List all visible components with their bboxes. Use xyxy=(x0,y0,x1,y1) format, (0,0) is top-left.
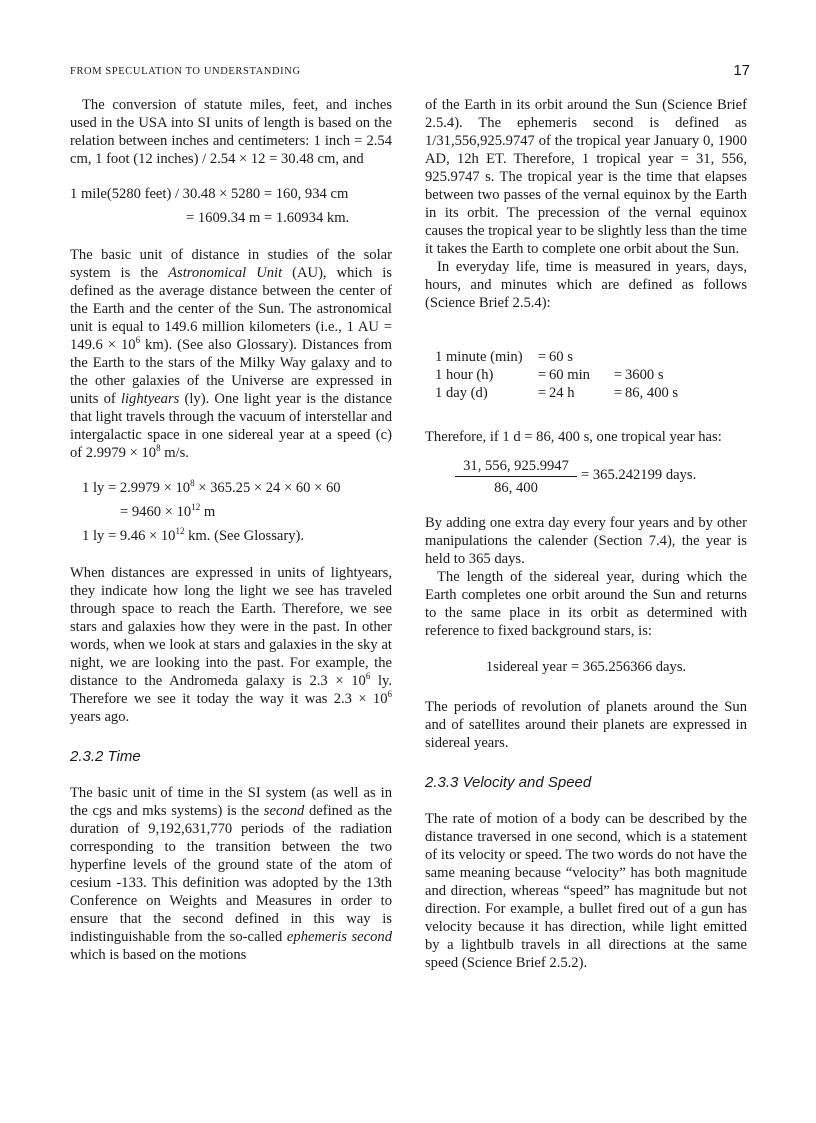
text-run: The basic unit of distance in studies of the solar system is the xyxy=(70,247,392,281)
term-ephemeris-second: ephemeris second xyxy=(286,929,393,945)
superscript: 8 xyxy=(156,443,161,454)
equation-ly-line-3 xyxy=(70,524,392,548)
text-run: 1 ly = 2.9979 × 10 xyxy=(82,480,191,496)
value-cell: 60 s xyxy=(549,349,573,365)
text-run: m/s. xyxy=(160,445,189,461)
equals-cell: = xyxy=(537,349,547,365)
superscript: 6 xyxy=(365,671,371,682)
paragraph-tropical-year-intro: Therefore, if 1 d = 86, 400 s, one tropical year has: xyxy=(425,429,722,445)
unit-cell: 1 minute (min) xyxy=(435,349,523,365)
table-row xyxy=(435,384,678,402)
equation-sidereal-year: 1sidereal year = 365.256366 days. xyxy=(485,659,687,675)
table-row xyxy=(435,348,678,366)
text-run: which is based on the motions xyxy=(70,947,247,963)
equals-cell: = xyxy=(537,385,547,401)
unit-cell: 1 day (d) xyxy=(435,385,488,401)
superscript: 6 xyxy=(387,689,392,700)
text-run: defined as the duration of 9,192,631,770 periods of the radiation corresponding to the transition between the two hyperfine levels of the ground state of the atom of cesium -133. This definition was adopted by the 13th Conference on Weights and Measures in order to ensure that the second defined in this way is indistinguishable from the so-called xyxy=(70,803,392,945)
fraction xyxy=(455,456,577,497)
time-units-table xyxy=(435,348,678,402)
running-title: FROM SPECULATION TO UNDERSTANDING xyxy=(70,66,301,77)
term-lightyears: lightyears xyxy=(120,391,180,407)
text-run: km). (See also Glossary). Distances from the Earth to the stars of the Milky Way galaxy and to the other galaxies of the Universe are expressed in units of xyxy=(70,337,392,407)
text-run: km. (See Glossary). xyxy=(184,528,305,544)
term-astronomical-unit: Astronomical Unit xyxy=(168,265,283,281)
superscript: 12 xyxy=(175,526,185,537)
text-run: When distances are expressed in units of lightyears, they indicate how long the light we see has traveled through space to reach the Earth. Therefore, we see stars and galaxies how they were in the past. In other words, when we look at stars and galaxies in the sky at night, we are looking into the past. For example, the distance to the Andromeda galaxy is 2.3 × 10 xyxy=(70,565,392,689)
text-run: (ly). One light year is the distance that light travels through the vacuum of interstellar and intergalactic space in one sidereal year at a speed (c) of 2.9979 × 10 xyxy=(70,391,392,461)
equation-lightyear xyxy=(70,476,392,548)
value-cell: 24 h xyxy=(549,385,575,401)
equation-ly-line-2 xyxy=(70,500,392,524)
paragraph-sidereal-year: The length of the sidereal year, during which the Earth completes one orbit around the Sun and returns to the same place in its orbit as determined with reference to fixed background stars, is: xyxy=(425,569,747,639)
unit-cell: 1 hour (h) xyxy=(435,367,494,383)
text-run: = 9460 × 10 xyxy=(120,504,192,520)
paragraph-leap-day: By adding one extra day every four years and by other manipulations the calender (Section 7.4), the year is held to 365 days. xyxy=(425,515,747,567)
page-number: 17 xyxy=(733,62,750,79)
paragraph-length-conversion: The conversion of statute miles, feet, and inches used in the USA into SI units of length is based on the relation between inches and centimeters: 1 inch = 2.54 cm, 1 foot (12 inches) / 2.54 × 12 = 30.48 cm, and xyxy=(70,97,392,167)
section-heading-time: 2.3.2 Time xyxy=(70,748,141,765)
equals-cell: = xyxy=(613,385,623,401)
paragraph-ephemeris: of the Earth in its orbit around the Sun (Science Brief 2.5.4). The ephemeris second is defined as 1/31,556,925.9747 of the tropical year January 0, 1900 AD, 12h ET. Therefore, 1 tropical year = 31, 556, 925.9747 s. The tropical year is the time that elapses between two passes of the vernal equinox by the Earth in its orbit. The precession of the vernal equinox causes the tropical year to be slightly less than the time it takes the Earth to complete one orbit about the Sun. xyxy=(425,97,747,257)
paragraph-everyday-time: In everyday life, time is measured in years, days, hours, and minutes which are defined as follows (Science Brief 2.5.4): xyxy=(425,259,747,311)
text-run: ly. Therefore we see it today the way it was 2.3 × 10 xyxy=(70,673,392,707)
paragraph-velocity: The rate of motion of a body can be described by the distance traversed in one second, which is a statement of its velocity or speed. The two words do not have the same meaning because “velocity” has both magnitude and direction, whereas “speed” has magnitude but not direction. For example, a bullet fired out of a gun has velocity because it has direction, while light emitted by a lightbulb travels in all directions at the same speed (Science Brief 2.5.2). xyxy=(425,811,747,971)
value-cell: 60 min xyxy=(549,367,590,383)
running-header xyxy=(70,64,750,84)
equation-mile-line-2: = 1609.34 m = 1.60934 km. xyxy=(186,210,350,226)
fraction-result: = 365.242199 days. xyxy=(581,467,697,483)
equals-cell xyxy=(611,348,625,366)
text-run: (AU), which is defined as the average distance between the center of the Earth and the center of the Sun. The astronomical unit is equal to 149.6 million kilometers (i.e., 1 AU = 149.6 × 10 xyxy=(70,265,392,353)
text-run: 1 ly = 9.46 × 10 xyxy=(82,528,176,544)
fraction-denominator: 86, 400 xyxy=(494,480,538,496)
equation-mile-line-1: 1 mile(5280 feet) / 30.48 × 5280 = 160, 934 cm xyxy=(70,186,349,202)
equation-tropical-year xyxy=(455,456,747,500)
superscript: 8 xyxy=(190,478,195,489)
equals-cell: = xyxy=(613,367,623,383)
paragraph-periods: The periods of revolution of planets around the Sun and of satellites around their planets are expressed in sidereal years. xyxy=(425,699,747,751)
section-heading-velocity: 2.3.3 Velocity and Speed xyxy=(425,774,592,791)
paragraph-astronomical-unit xyxy=(70,246,392,462)
value-cell: 3600 s xyxy=(625,367,664,383)
equation-ly-line-1 xyxy=(70,476,392,500)
text-run: years ago. xyxy=(70,709,130,725)
right-column xyxy=(425,96,747,972)
text-run: The basic unit of time in the SI system (as well as in the cgs and mks systems) is the xyxy=(70,785,392,819)
paragraph-lightyear-past xyxy=(70,564,392,726)
fraction-numerator: 31, 556, 925.9947 xyxy=(463,458,569,474)
value-cell: 86, 400 s xyxy=(625,385,679,401)
term-second: second xyxy=(263,803,305,819)
text-run: m xyxy=(200,504,216,520)
left-column xyxy=(70,96,392,964)
equals-cell: = xyxy=(537,367,547,383)
superscript: 6 xyxy=(135,335,141,346)
equation-mile xyxy=(70,182,392,230)
superscript: 12 xyxy=(191,502,201,513)
table-row xyxy=(435,366,678,384)
value-cell xyxy=(625,348,678,366)
paragraph-time-definition xyxy=(70,784,392,964)
text-run: × 365.25 × 24 × 60 × 60 xyxy=(194,480,341,496)
